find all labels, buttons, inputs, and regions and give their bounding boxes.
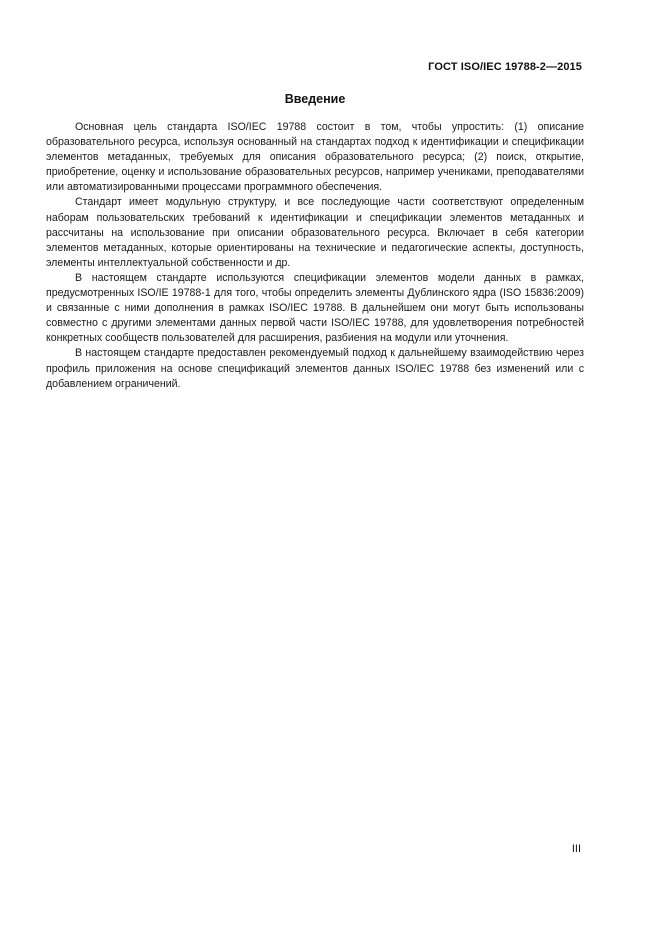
paragraph-data-model: В настоящем стандарте используются спецификации элементов модели данных в рамках, предусмотренных ISO/IE 19788-1 для того, чтобы определить элементы Дублинского ядра (ISO 15836:2009) и связанные с ними дополнения в рамках ISO/IEC 19788. В дальнейшем они могут быть использованы совместно с другими элементами данных первой части ISO/IEC 19788, для удовлетворения потребностей конкретных сообществ пользователей для расширения, разбиения на модули или уточнения. bbox=[46, 271, 584, 345]
paragraph-approach: В настоящем стандарте предоставлен рекомендуемый подход к дальнейшему взаимодействию через профиль приложения на основе спецификаций элементов данных ISO/IEC 19788 без изменений или с добавлением ограничений. bbox=[46, 347, 584, 390]
introduction-body bbox=[46, 120, 584, 392]
page-number: III bbox=[571, 843, 581, 855]
paragraph-purpose: Основная цель стандарта ISO/IEC 19788 состоит в том, чтобы упростить: (1) описание образовательного ресурса, используя основанный на стандартах подход к идентификации и спецификации элементов метаданных, требуемых для описания образовательного ресурса; (2) поиск, открытие, приобретение, оценку и использование образовательных ресурсов, например учениками, преподавателями или автоматизированными процессами программного обеспечения. bbox=[46, 121, 584, 194]
paragraph-structure: Стандарт имеет модульную структуру, и все последующие части соответствуют определенным наборам пользовательских требований к идентификации и спецификации элементов метаданных и рассчитаны на использование при описании образовательного ресурса. Включает в себя категории элементов метаданных, которые ориентированы на технические и педагогические аспекты, доступность, элементы интеллектуальной собственности и др. bbox=[46, 196, 584, 269]
section-title: Введение bbox=[284, 92, 346, 106]
standard-code-header: ГОСТ ISO/IEC 19788-2—2015 bbox=[428, 61, 582, 73]
